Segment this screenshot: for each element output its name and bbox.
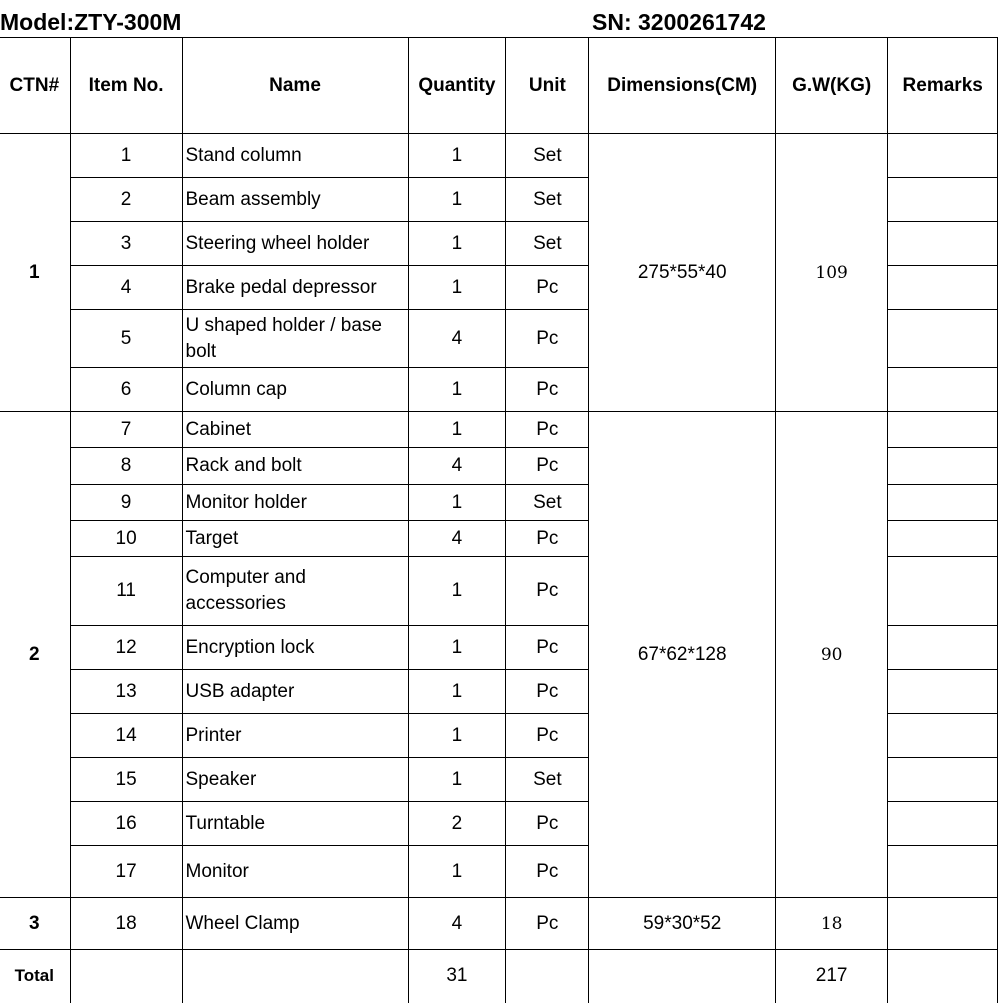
unit-cell: Set (506, 222, 589, 266)
quantity-cell: 1 (408, 846, 506, 898)
quantity-cell: 1 (408, 134, 506, 178)
quantity-cell: 4 (408, 310, 506, 368)
item-number-cell: 11 (70, 557, 182, 626)
item-name-cell: Rack and bolt (182, 448, 408, 485)
carton-number-cell: 2 (0, 412, 70, 898)
column-header: Remarks (888, 38, 998, 134)
item-name-cell: Column cap (182, 368, 408, 412)
item-name-cell: Encryption lock (182, 626, 408, 670)
empty-cell (506, 950, 589, 1003)
item-number-cell: 4 (70, 266, 182, 310)
empty-cell (182, 950, 408, 1003)
item-number-cell: 16 (70, 802, 182, 846)
total-quantity-cell: 31 (408, 950, 506, 1003)
item-name-cell: Stand column (182, 134, 408, 178)
remarks-cell (888, 222, 998, 266)
item-number-cell: 8 (70, 448, 182, 485)
remarks-cell (888, 714, 998, 758)
quantity-cell: 1 (408, 368, 506, 412)
remarks-cell (888, 266, 998, 310)
model-label: Model:ZTY-300M (0, 9, 182, 35)
column-header: Name (182, 38, 408, 134)
column-header: G.W(KG) (775, 38, 887, 134)
remarks-cell (888, 846, 998, 898)
total-label-cell: Total (0, 950, 70, 1003)
quantity-cell: 1 (408, 266, 506, 310)
unit-cell: Pc (506, 714, 589, 758)
quantity-cell: 4 (408, 448, 506, 485)
item-number-cell: 6 (70, 368, 182, 412)
column-header: Dimensions(CM) (589, 38, 775, 134)
remarks-cell (888, 178, 998, 222)
item-number-cell: 12 (70, 626, 182, 670)
quantity-cell: 2 (408, 802, 506, 846)
dimensions-cell: 59*30*52 (589, 898, 775, 950)
unit-cell: Set (506, 485, 589, 521)
remarks-cell (888, 802, 998, 846)
unit-cell: Pc (506, 898, 589, 950)
gross-weight-cell: 18 (775, 898, 887, 950)
dimensions-cell: 275*55*40 (589, 134, 775, 412)
quantity-cell: 1 (408, 412, 506, 448)
item-number-cell: 17 (70, 846, 182, 898)
gross-weight-cell: 109 (775, 134, 887, 412)
remarks-cell (888, 368, 998, 412)
unit-cell: Pc (506, 846, 589, 898)
quantity-cell: 1 (408, 714, 506, 758)
remarks-cell (888, 134, 998, 178)
quantity-cell: 1 (408, 485, 506, 521)
table-body (0, 134, 998, 1003)
item-number-cell: 2 (70, 178, 182, 222)
total-weight-cell: 217 (775, 950, 887, 1003)
unit-cell: Set (506, 758, 589, 802)
remarks-cell (888, 485, 998, 521)
item-number-cell: 14 (70, 714, 182, 758)
empty-cell (888, 950, 998, 1003)
carton-number-cell: 3 (0, 898, 70, 950)
item-name-cell: Steering wheel holder (182, 222, 408, 266)
unit-cell: Pc (506, 670, 589, 714)
item-number-cell: 18 (70, 898, 182, 950)
packing-list-table (0, 37, 998, 1003)
item-number-cell: 3 (70, 222, 182, 266)
item-name-cell: Brake pedal depressor (182, 266, 408, 310)
unit-cell: Pc (506, 368, 589, 412)
dimensions-cell: 67*62*128 (589, 412, 775, 898)
column-header: Unit (506, 38, 589, 134)
item-name-cell: Cabinet (182, 412, 408, 448)
item-number-cell: 7 (70, 412, 182, 448)
remarks-cell (888, 412, 998, 448)
item-number-cell: 13 (70, 670, 182, 714)
column-header: Quantity (408, 38, 506, 134)
item-number-cell: 10 (70, 521, 182, 557)
remarks-cell (888, 310, 998, 368)
column-header: CTN# (0, 38, 70, 134)
item-number-cell: 15 (70, 758, 182, 802)
unit-cell: Pc (506, 802, 589, 846)
serial-number-label: SN: 3200261742 (592, 9, 766, 35)
quantity-cell: 1 (408, 222, 506, 266)
unit-cell: Pc (506, 412, 589, 448)
carton-number-cell: 1 (0, 134, 70, 412)
quantity-cell: 4 (408, 898, 506, 950)
table-row (0, 134, 998, 178)
remarks-cell (888, 448, 998, 485)
item-name-cell: Computer and accessories (182, 557, 408, 626)
quantity-cell: 1 (408, 557, 506, 626)
remarks-cell (888, 626, 998, 670)
item-name-cell: Monitor (182, 846, 408, 898)
item-name-cell: Monitor holder (182, 485, 408, 521)
item-name-cell: Beam assembly (182, 178, 408, 222)
remarks-cell (888, 758, 998, 802)
unit-cell: Pc (506, 448, 589, 485)
item-number-cell: 5 (70, 310, 182, 368)
remarks-cell (888, 898, 998, 950)
remarks-cell (888, 670, 998, 714)
remarks-cell (888, 521, 998, 557)
unit-cell: Pc (506, 557, 589, 626)
unit-cell: Set (506, 134, 589, 178)
unit-cell: Pc (506, 626, 589, 670)
item-name-cell: Turntable (182, 802, 408, 846)
table-row (0, 412, 998, 448)
quantity-cell: 4 (408, 521, 506, 557)
quantity-cell: 1 (408, 178, 506, 222)
unit-cell: Pc (506, 310, 589, 368)
item-number-cell: 9 (70, 485, 182, 521)
item-name-cell: U shaped holder / base bolt (182, 310, 408, 368)
column-header: Item No. (70, 38, 182, 134)
item-number-cell: 1 (70, 134, 182, 178)
table-header-row (0, 38, 998, 134)
quantity-cell: 1 (408, 670, 506, 714)
unit-cell: Pc (506, 266, 589, 310)
gross-weight-cell: 90 (775, 412, 887, 898)
quantity-cell: 1 (408, 758, 506, 802)
unit-cell: Pc (506, 521, 589, 557)
item-name-cell: Printer (182, 714, 408, 758)
empty-cell (589, 950, 775, 1003)
item-name-cell: Wheel Clamp (182, 898, 408, 950)
table-row (0, 898, 998, 950)
unit-cell: Set (506, 178, 589, 222)
empty-cell (70, 950, 182, 1003)
remarks-cell (888, 557, 998, 626)
item-name-cell: Speaker (182, 758, 408, 802)
total-row (0, 950, 998, 1003)
quantity-cell: 1 (408, 626, 506, 670)
item-name-cell: USB adapter (182, 670, 408, 714)
item-name-cell: Target (182, 521, 408, 557)
